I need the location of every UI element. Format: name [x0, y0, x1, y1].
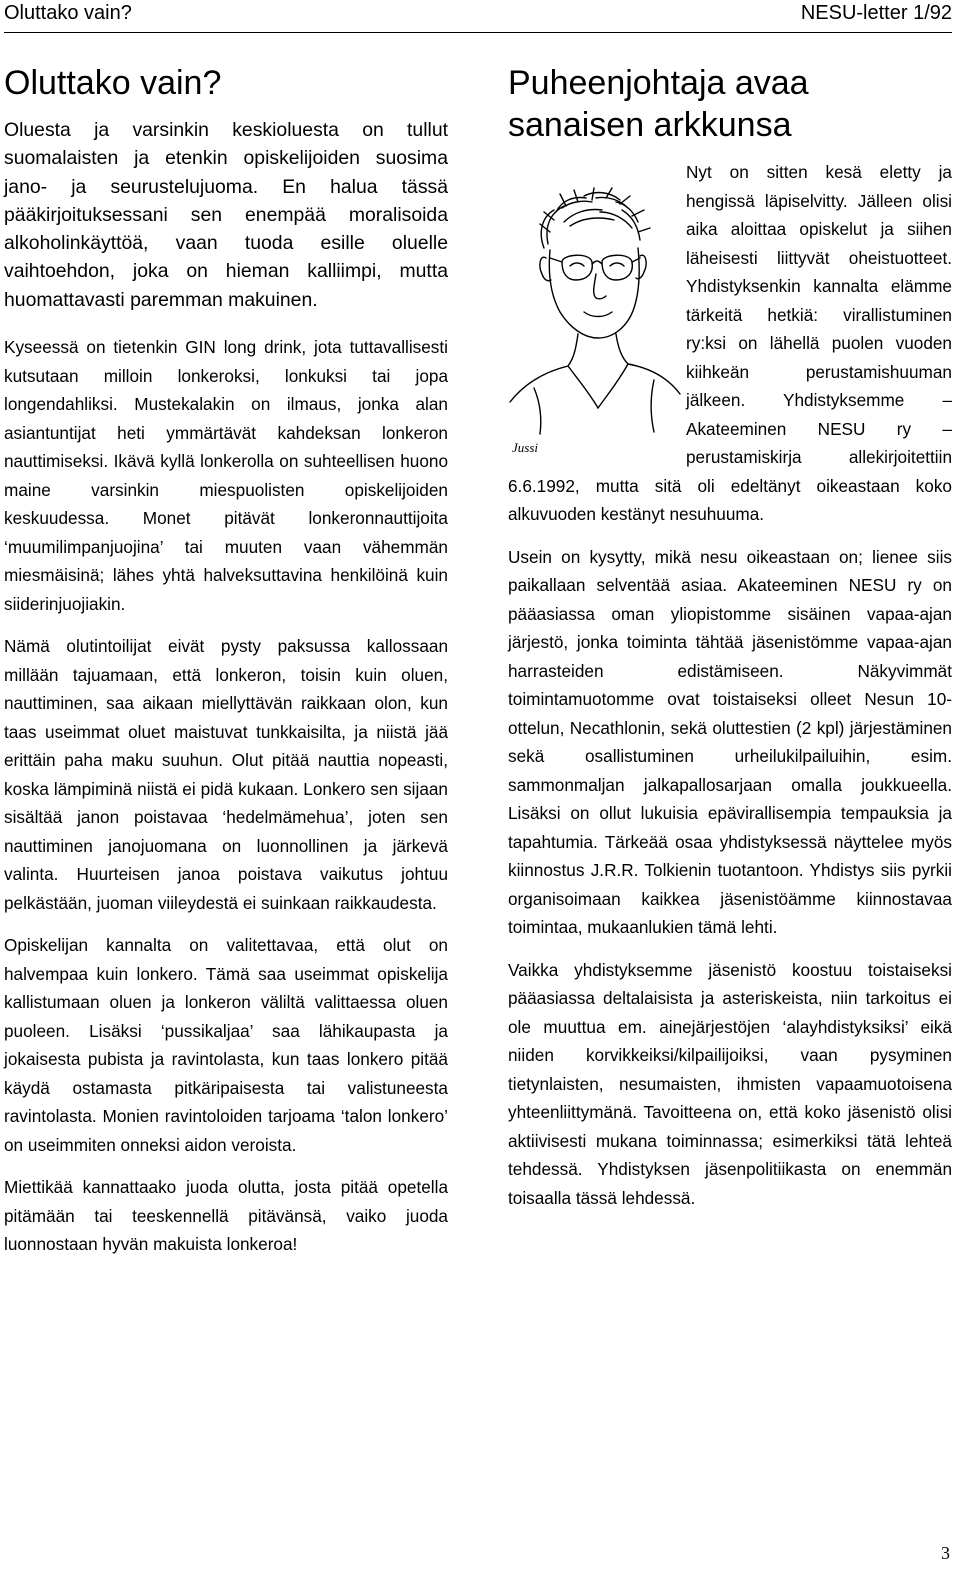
right-article-paragraph: Vaikka yhdistyksemme jäsenistö koostuu toistaiseksi pääasiassa deltalaisista ja asteriskeista, niin tarkoitus ei ole muuttua em. ainejärjestöjen ‘alayhdistyksiksi’ eikä niiden korvikkeiksi/kilpailijoiksi, vaan pysyminen tietynlaisten, nesumaisten, ihmisten vapaamuotoisena yhteenliittymänä. Tavoitteena on, että koko jäsenistö olisi aktiivisesti mukana toiminnassa; esimerkiksi tätä lehteä tehdessä. Yhdistyksen jäsenpolitiikasta on enemmän toisaalla tässä lehdessä. — [508, 959, 952, 1208]
portrait-signature: Jussi — [512, 440, 538, 455]
left-article-paragraph: Miettikää kannattaako juoda olutta, josta pitää opetella pitämään tai teeskennellä pitävänsä, vaiko juoda luonnostaan hyvän makuista lonkeroa! — [4, 1177, 448, 1255]
glasses-left — [562, 255, 592, 280]
header-right-issue: NESU-letter 1/92 — [800, 2, 952, 24]
left-article-lead: Oluesta ja varsinkin keskioluesta on tullut suomalaisten ja etenkin opiskelijoiden suosima jano- ja seurustelujuoma. En halua tässä pääkirjoituksessani sen enempää moralisoida alkoholinkäyttöä, vaan tuoda esille oluelle vaihtoehdon, joka on hieman kalliimpi, mutta huomattavasti paremman makuinen. — [4, 119, 448, 311]
right-article-paragraph: Nyt on sitten kesä eletty ja hengissä läpiselvitty. Jälleen olisi aika aloittaa opiskelut ja siihen läheisesti liittyvät oheistuotteet. Yhdistyksenkin kannalta elämme tärkeitä hetkiä: virallistuminen ry:ksi on lähellä puolen vuoden kiihkeän perustamishuuman jälkeen. Yhdistyksemme – Akateeminen NESU ry – perustamiskirja allekirjoitettiin 6.6.1992, mutta sitä oli edeltänyt oikeastaan koko alkuvuoden kestänyt nesuhuuma. — [508, 162, 952, 524]
left-column-article — [4, 62, 448, 1273]
left-article-paragraph: Kyseessä on tietenkin GIN long drink, jota tuttavallisesti kutsutaan milloin lonkeroksi, lonkuksi tai jopa longendahliksi. Mustekalakin on ilmaus, jonka alan asiantuntijat heti ymmärtävät kahdeksan lonkeron nauttimiseksi. Ikävä kyllä lonkerolla on suhteellisen huono maine varsinkin miespuolisten opiskelijoiden keskuudessa. Monet pitävät lonkeronnauttijoita ‘muumilimpanjuojina’ tai muuten vaan vähemmän miesmäisinä; lähes yhtä halveksuttavina henkilöinä kuin siiderinjuojiakin. — [4, 337, 448, 614]
header-left-title: Oluttako vain? — [4, 2, 132, 24]
page-number: 3 — [941, 1543, 950, 1563]
left-article-paragraph: Nämä olutintoilijat eivät pysty paksussa kallossaan millään tajuamaan, että lonkeron, toisin kuin oluen, nauttiminen, saa aikaan miellyttävän raikkaan olon, kun taas useimmat oluet maistuvat tunkkaisilta, ja niistä jää erittäin paha maku suuhun. Olut pitää nauttia nopeasti, koska lämpiminä niistä ei pidä kukaan. Lonkero sen sijaan sisältää janon poistavaa ‘hedelmämehua’, joten sen nauttiminen janojuomana on luonnollinen ja järkevä valinta. Huurteisen janoa poistava vaikutus johtuu pelkästään, juoman viileydestä ei suinkaan raikkaudesta. — [4, 636, 448, 913]
right-article-paragraph: Usein on kysytty, mikä nesu oikeastaan on; lienee siis paikallaan selventää asiaa. Akateeminen NESU ry on pääasiassa oman yliopistomme sisäinen vapaa-ajan järjestö, jonka toiminta tähtää jäsenistömme vapaa-ajan harrasteiden edistämiseen. Näkyvimmät toimintamuotomme ovat toistaiseksi olleet Nesun 10-ottelun, Necathlonin, sekä oluttestien (2 kpl) järjestäminen sekä osallistuminen urheilukilpailuihin, esim. sammonmaljan jalkapallosarjaan omalla joukkueella. Lisäksi on ollut lukuisia epävirallisempia tempauksia ja tapahtumia. Tärkeää osaa yhdistyksessä näyttelee myös kiinnostus J.R.R. Tolkienin tuotantoon. Yhdistys siis pyrkii organisoimaan kaikkea jäsenistöämme kiinnostavaa toimintaa, mukaanlukien tämä lehti. — [508, 546, 952, 937]
shirt-collar — [510, 366, 568, 402]
chairman-portrait-drawing — [504, 162, 682, 462]
right-article-title: Puheenjohtaja avaa sanaisen arkkunsa — [508, 64, 809, 144]
left-article-title: Oluttako vain? — [4, 64, 222, 102]
right-column-article — [508, 62, 952, 1226]
mouth — [584, 312, 612, 317]
page-header — [4, 0, 952, 33]
hair-strokes — [540, 188, 650, 248]
left-article-paragraph: Opiskelijan kannalta on valitettavaa, että olut on halvempaa kuin lonkero. Tämä saa useimmat opiskelija kallistumaan oluen ja lonkeron väliltä valittaessa oluen puoleen. Lisäksi ‘pussikaljaa’ saa lähikaupasta ja jokaisesta pubista ja ravintolasta, kun taas lonkero pitää käydä ostamasta pitkäripaisesta tai valistuneesta ravintolasta. Monien ravintoloiden tarjoama ‘talon lonkero’ on useimmiten onneksi aidon veroista. — [4, 935, 448, 1155]
glasses-right — [602, 255, 632, 280]
